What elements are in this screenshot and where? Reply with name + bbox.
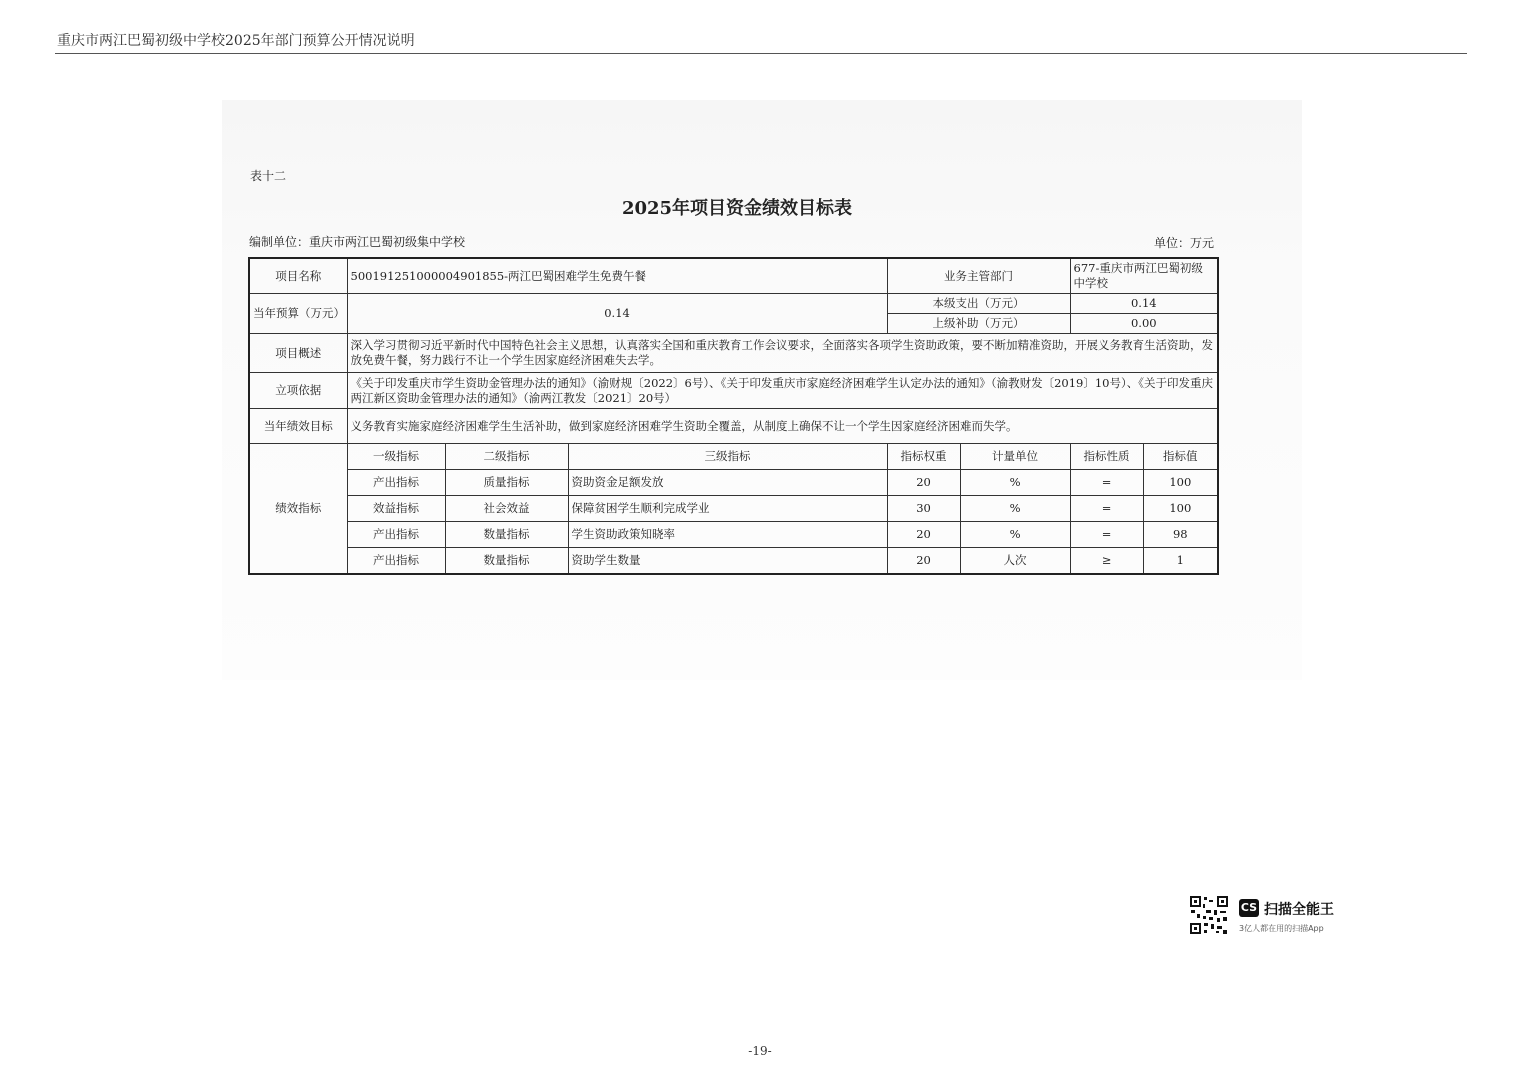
nature-cell: ≥ bbox=[1070, 548, 1143, 574]
dept-value: 677-重庆市两江巴蜀初级中学校 bbox=[1070, 258, 1218, 294]
col-header: 二级指标 bbox=[445, 444, 568, 470]
unit-cell: % bbox=[960, 496, 1070, 522]
page-number: -19- bbox=[748, 1044, 772, 1058]
nature-cell: = bbox=[1070, 496, 1143, 522]
unit-cell: % bbox=[960, 522, 1070, 548]
level3-cell: 保障贫困学生顺利完成学业 bbox=[568, 496, 887, 522]
col-header: 指标权重 bbox=[887, 444, 960, 470]
perf-label: 绩效指标 bbox=[249, 444, 347, 574]
value-cell: 100 bbox=[1143, 470, 1218, 496]
level3-cell: 资助学生数量 bbox=[568, 548, 887, 574]
col-header: 计量单位 bbox=[960, 444, 1070, 470]
level2-cell: 社会效益 bbox=[445, 496, 568, 522]
level1-cell: 产出指标 bbox=[347, 470, 445, 496]
own-expense-label: 本级支出（万元） bbox=[887, 294, 1070, 314]
weight-cell: 30 bbox=[887, 496, 960, 522]
level2-cell: 数量指标 bbox=[445, 548, 568, 574]
level3-cell: 学生资助政策知晓率 bbox=[568, 522, 887, 548]
col-header: 三级指标 bbox=[568, 444, 887, 470]
level2-cell: 质量指标 bbox=[445, 470, 568, 496]
value-cell: 100 bbox=[1143, 496, 1218, 522]
level2-cell: 数量指标 bbox=[445, 522, 568, 548]
goal-text: 义务教育实施家庭经济困难学生生活补助，做到家庭经济困难学生资助全覆盖，从制度上确保不让一个学生因家庭经济困难而失学。 bbox=[347, 409, 1218, 444]
project-name-value: 500191251000004901855-两江巴蜀困难学生免费午餐 bbox=[347, 258, 887, 294]
nature-cell: = bbox=[1070, 470, 1143, 496]
overview-label: 项目概述 bbox=[249, 334, 347, 373]
weight-cell: 20 bbox=[887, 470, 960, 496]
weight-cell: 20 bbox=[887, 548, 960, 574]
page-header-title: 重庆市两江巴蜀初级中学校2025年部门预算公开情况说明 bbox=[57, 33, 415, 49]
document-title: 2025年项目资金绩效目标表 bbox=[621, 198, 853, 219]
unit-cell: % bbox=[960, 470, 1070, 496]
budget-value: 0.14 bbox=[347, 294, 887, 334]
basis-text: 《关于印发重庆市学生资助金管理办法的通知》（渝财规〔2022〕6号）、《关于印发重庆市家庭经济困难学生认定办法的通知》（渝教财发〔2019〕10号）、《关于印发重庆两江新区资助金管理办法的通知》（渝两江教发〔2021〕20号） bbox=[347, 373, 1218, 409]
overview-text: 深入学习贯彻习近平新时代中国特色社会主义思想，认真落实全国和重庆教育工作会议要求，全面落实各项学生资助政策，要不断加精准资助，开展义务教育生活资助，发放免费午餐，努力践行不让一个学生因家庭经济困难失去学。 bbox=[347, 334, 1218, 373]
weight-cell: 20 bbox=[887, 522, 960, 548]
budget-label: 当年预算（万元） bbox=[249, 294, 347, 334]
table-row bbox=[249, 548, 1218, 574]
col-header: 指标性质 bbox=[1070, 444, 1143, 470]
dept-label: 业务主管部门 bbox=[887, 258, 1070, 294]
camscanner-tagline: 3亿人都在用的扫描App bbox=[1239, 924, 1324, 933]
table-number: 表十二 bbox=[250, 169, 287, 183]
level1-cell: 效益指标 bbox=[347, 496, 445, 522]
currency-unit: 单位：万元 bbox=[1153, 236, 1214, 250]
upper-subsidy-value: 0.00 bbox=[1070, 314, 1218, 334]
level3-cell: 资助资金足额发放 bbox=[568, 470, 887, 496]
camscanner-brand: 扫描全能王 bbox=[1264, 902, 1334, 918]
table-row bbox=[249, 522, 1218, 548]
value-cell: 98 bbox=[1143, 522, 1218, 548]
own-expense-value: 0.14 bbox=[1070, 294, 1218, 314]
qr-code-icon bbox=[1189, 895, 1229, 935]
goal-label: 当年绩效目标 bbox=[249, 409, 347, 444]
basis-label: 立项依据 bbox=[249, 373, 347, 409]
col-header: 一级指标 bbox=[347, 444, 445, 470]
level1-cell: 产出指标 bbox=[347, 522, 445, 548]
col-header: 指标值 bbox=[1143, 444, 1218, 470]
upper-subsidy-label: 上级补助（万元） bbox=[887, 314, 1070, 334]
compiler-unit: 编制单位：重庆市两江巴蜀初级集中学校 bbox=[249, 235, 466, 249]
value-cell: 1 bbox=[1143, 548, 1218, 574]
table-row bbox=[249, 470, 1218, 496]
performance-table bbox=[248, 257, 1219, 575]
nature-cell: = bbox=[1070, 522, 1143, 548]
header-divider bbox=[55, 53, 1467, 54]
level1-cell: 产出指标 bbox=[347, 548, 445, 574]
unit-cell: 人次 bbox=[960, 548, 1070, 574]
project-name-label: 项目名称 bbox=[249, 258, 347, 294]
table-row bbox=[249, 496, 1218, 522]
camscanner-logo-icon: CS bbox=[1239, 899, 1259, 917]
